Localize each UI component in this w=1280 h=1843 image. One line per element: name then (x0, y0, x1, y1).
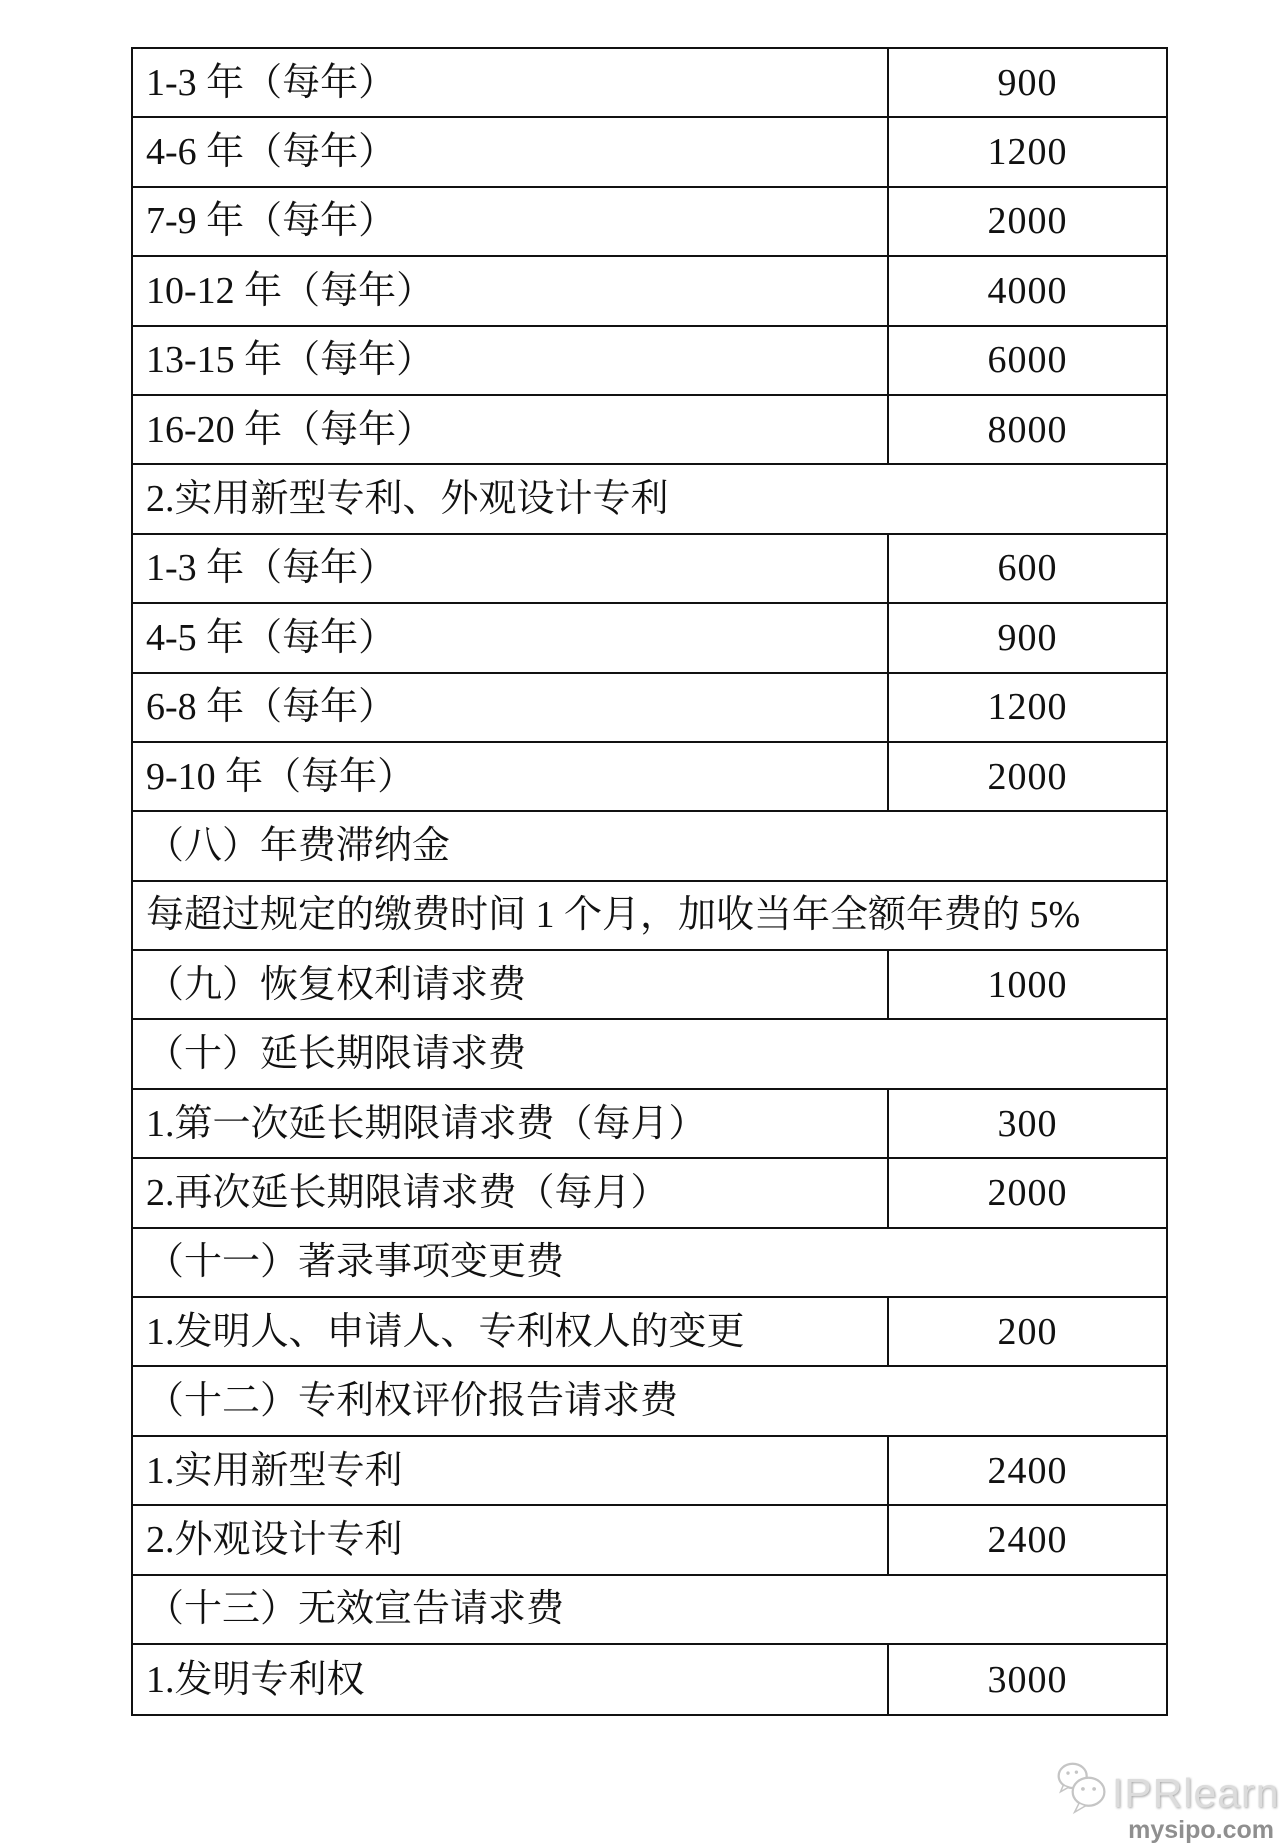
fee-item-label: 每超过规定的缴费时间 1 个月，加收当年全额年费的 5% (146, 894, 1081, 937)
table-row (133, 951, 1166, 1020)
fee-item-label: 6-8 年（每年） (146, 686, 397, 729)
fee-item-label: 2.实用新型专利、外观设计专利 (146, 478, 669, 521)
fee-item-label: 1-3 年（每年） (146, 547, 397, 590)
fee-item-label: 2.再次延长期限请求费（每月） (146, 1171, 669, 1214)
table-row (133, 743, 1166, 812)
fee-item-label: 1.实用新型专利 (146, 1449, 403, 1492)
fee-item-label: （十一）著录事项变更费 (146, 1241, 565, 1284)
fee-item-label: 1.发明人、申请人、专利权人的变更 (146, 1310, 745, 1353)
table-row (133, 396, 1166, 465)
fee-item-label: 13-15 年（每年） (146, 339, 435, 382)
table-row (133, 118, 1166, 187)
fee-item-label: 9-10 年（每年） (146, 755, 416, 798)
table-section-row (133, 1020, 1166, 1089)
table-section-row (133, 812, 1166, 881)
table-section-row (133, 882, 1166, 951)
fee-item-label: 10-12 年（每年） (146, 269, 435, 312)
watermark (1040, 1752, 1280, 1843)
fee-item-label: 7-9 年（每年） (146, 200, 397, 243)
fee-item-label: （九）恢复权利请求费 (146, 963, 527, 1006)
table-row (133, 1506, 1166, 1575)
fee-amount: 2400 (887, 1506, 1166, 1573)
fee-amount: 300 (887, 1090, 1166, 1157)
table-row (133, 188, 1166, 257)
table-row (133, 1159, 1166, 1228)
table-section-row (133, 465, 1166, 534)
table-section-row (133, 1229, 1166, 1298)
fee-amount: 2000 (887, 188, 1166, 255)
fee-item-label: 2.外观设计专利 (146, 1518, 403, 1561)
fee-amount: 900 (887, 604, 1166, 671)
fee-amount: 1200 (887, 674, 1166, 741)
table-row (133, 674, 1166, 743)
table-row (133, 327, 1166, 396)
wechat-bubbles-icon (1054, 1760, 1110, 1816)
table-row (133, 257, 1166, 326)
fee-item-label: 1.第一次延长期限请求费（每月） (146, 1102, 707, 1145)
fee-amount: 1000 (887, 951, 1166, 1018)
fee-item-label: （十二）专利权评价报告请求费 (146, 1380, 679, 1423)
fee-amount: 200 (887, 1298, 1166, 1365)
table-row (133, 604, 1166, 673)
fee-item-label: （十三）无效宣告请求费 (146, 1588, 565, 1631)
watermark-site-text: mysipo.com (1128, 1816, 1274, 1843)
table-row (133, 49, 1166, 118)
fee-item-label: （八）年费滞纳金 (146, 824, 451, 867)
table-row (133, 535, 1166, 604)
watermark-brand-text: IPRlearn (1112, 1770, 1280, 1816)
fee-amount: 900 (887, 49, 1166, 116)
fee-item-label: 4-5 年（每年） (146, 616, 397, 659)
patent-fee-table (131, 47, 1168, 1716)
table-section-row (133, 1367, 1166, 1436)
fee-amount: 600 (887, 535, 1166, 602)
fee-amount: 1200 (887, 118, 1166, 185)
fee-amount: 4000 (887, 257, 1166, 324)
table-section-row (133, 1576, 1166, 1645)
fee-amount: 2400 (887, 1437, 1166, 1504)
fee-amount: 3000 (887, 1645, 1166, 1714)
table-row (133, 1437, 1166, 1506)
table-row (133, 1298, 1166, 1367)
fee-item-label: 16-20 年（每年） (146, 408, 435, 451)
fee-item-label: 4-6 年（每年） (146, 131, 397, 174)
fee-amount: 6000 (887, 327, 1166, 394)
fee-item-label: （十）延长期限请求费 (146, 1033, 527, 1076)
table-row (133, 1645, 1166, 1714)
fee-amount: 8000 (887, 396, 1166, 463)
fee-item-label: 1.发明专利权 (146, 1658, 365, 1701)
fee-item-label: 1-3 年（每年） (146, 61, 397, 104)
fee-amount: 2000 (887, 743, 1166, 810)
table-row (133, 1090, 1166, 1159)
fee-amount: 2000 (887, 1159, 1166, 1226)
